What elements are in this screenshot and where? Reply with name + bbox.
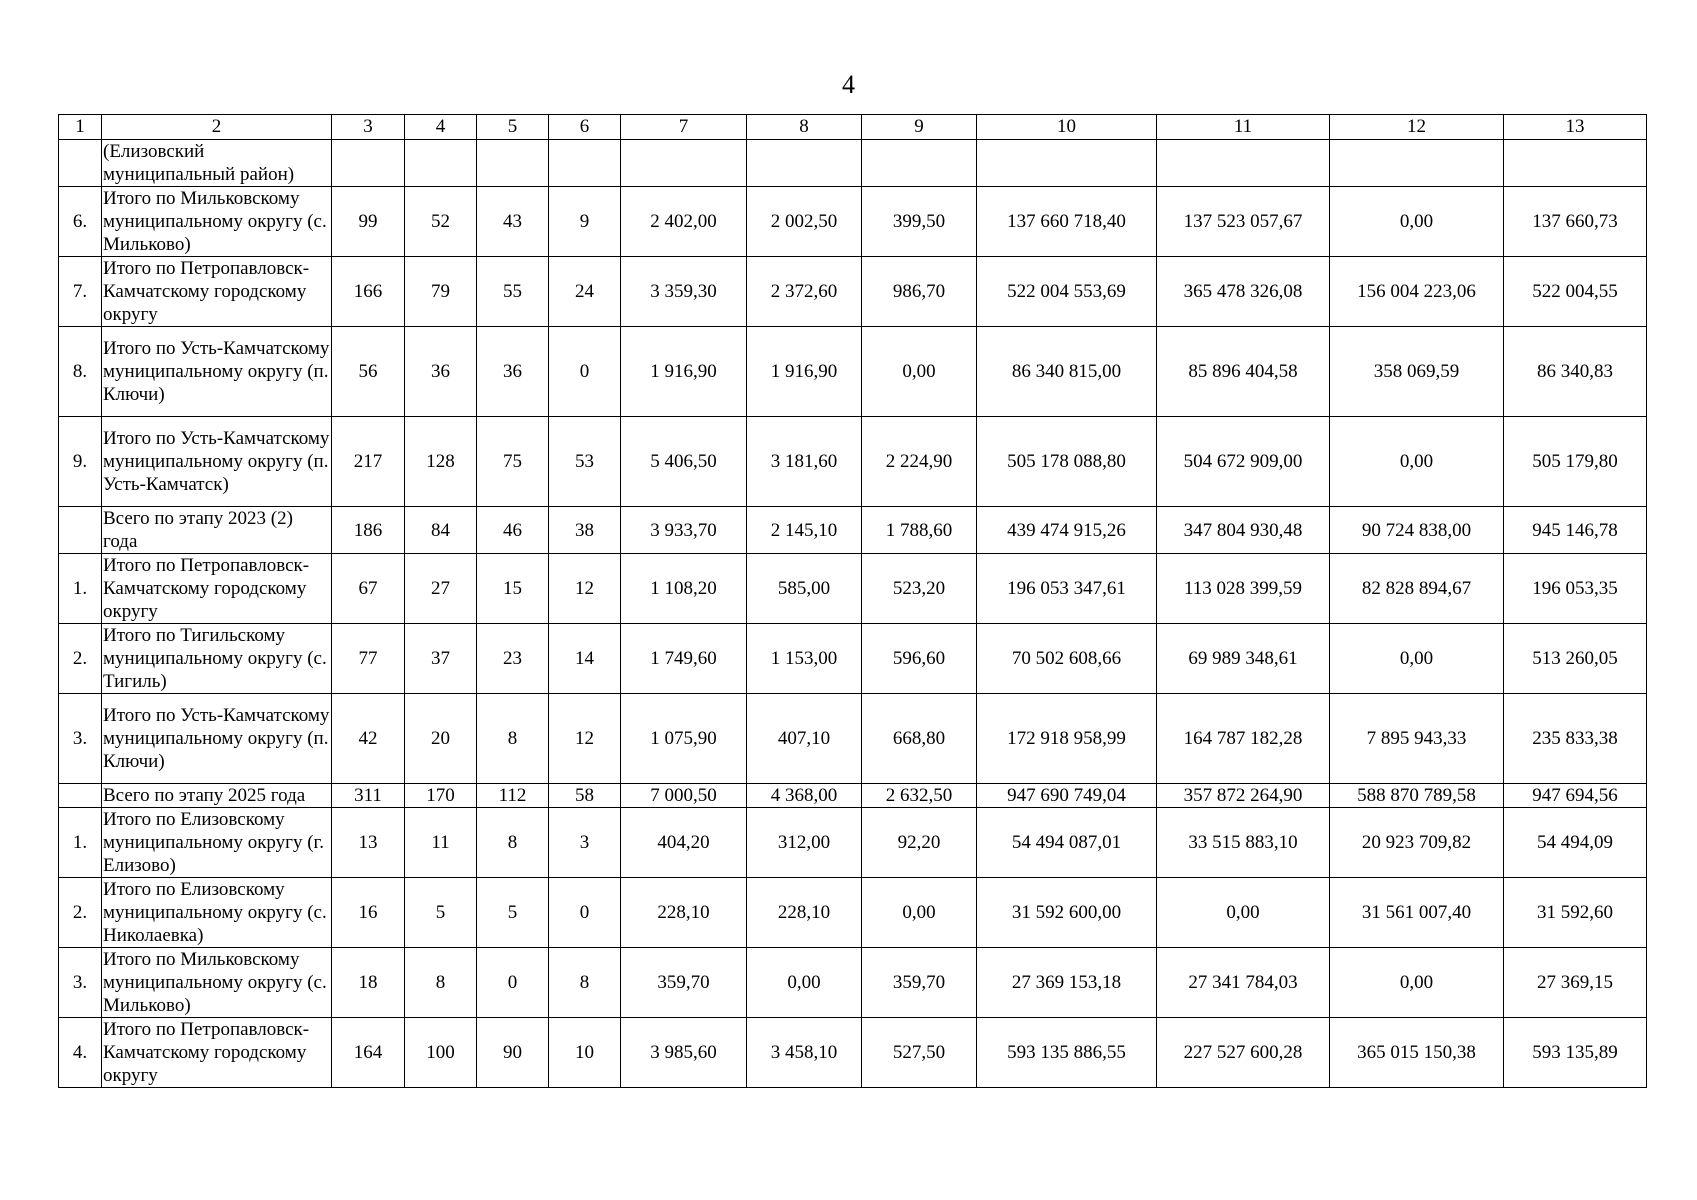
cell-col4: 52: [405, 187, 477, 257]
cell-col10: 54 494 087,01: [977, 808, 1157, 878]
column-header: 13: [1504, 115, 1647, 140]
cell-col5: 5: [477, 878, 549, 948]
cell-col11: 227 527 600,28: [1157, 1018, 1330, 1088]
cell-col5: [477, 140, 549, 187]
cell-col3: 56: [332, 327, 405, 417]
row-number: 2.: [59, 624, 102, 694]
cell-col11: 113 028 399,59: [1157, 554, 1330, 624]
row-number: 4.: [59, 1018, 102, 1088]
cell-col12: 588 870 789,58: [1330, 784, 1504, 808]
cell-col10: 522 004 553,69: [977, 257, 1157, 327]
cell-col3: 18: [332, 948, 405, 1018]
column-header: 6: [549, 115, 621, 140]
cell-col10: 172 918 958,99: [977, 694, 1157, 784]
cell-col13: [1504, 140, 1647, 187]
cell-col13: 196 053,35: [1504, 554, 1647, 624]
cell-col10: 137 660 718,40: [977, 187, 1157, 257]
row-name: Итого по Елизовскому муниципальному округу (с. Николаевка): [102, 878, 332, 948]
cell-col13: 235 833,38: [1504, 694, 1647, 784]
cell-col8: 1 916,90: [747, 327, 862, 417]
cell-col13: 513 260,05: [1504, 624, 1647, 694]
cell-col6: 53: [549, 417, 621, 507]
cell-col10: 27 369 153,18: [977, 948, 1157, 1018]
cell-col3: 13: [332, 808, 405, 878]
cell-col8: [747, 140, 862, 187]
row-name: Итого по Усть-Камчатскому муниципальному округу (п. Усть-Камчатск): [102, 417, 332, 507]
cell-col9: 0,00: [862, 327, 977, 417]
cell-col4: 37: [405, 624, 477, 694]
cell-col5: 90: [477, 1018, 549, 1088]
cell-col6: 58: [549, 784, 621, 808]
table-row: [59, 948, 1647, 1018]
cell-col9: 668,80: [862, 694, 977, 784]
cell-col3: 16: [332, 878, 405, 948]
row-number: 9.: [59, 417, 102, 507]
table-row: [59, 784, 1647, 808]
cell-col11: 85 896 404,58: [1157, 327, 1330, 417]
cell-col6: 9: [549, 187, 621, 257]
cell-col12: 365 015 150,38: [1330, 1018, 1504, 1088]
cell-col9: 596,60: [862, 624, 977, 694]
cell-col7: 359,70: [621, 948, 747, 1018]
row-number: 3.: [59, 948, 102, 1018]
cell-col8: 3 181,60: [747, 417, 862, 507]
cell-col3: 166: [332, 257, 405, 327]
cell-col5: 55: [477, 257, 549, 327]
cell-col9: 1 788,60: [862, 507, 977, 554]
cell-col4: 20: [405, 694, 477, 784]
cell-col5: 46: [477, 507, 549, 554]
row-name: Всего по этапу 2025 года: [102, 784, 332, 808]
row-name: Итого по Усть-Камчатскому муниципальному округу (п. Ключи): [102, 694, 332, 784]
cell-col4: 79: [405, 257, 477, 327]
cell-col8: 2 372,60: [747, 257, 862, 327]
column-header: 2: [102, 115, 332, 140]
cell-col3: 99: [332, 187, 405, 257]
cell-col11: 504 672 909,00: [1157, 417, 1330, 507]
cell-col3: 217: [332, 417, 405, 507]
row-name: Итого по Мильковскому муниципальному округу (с. Мильково): [102, 948, 332, 1018]
cell-col7: 2 402,00: [621, 187, 747, 257]
cell-col7: 5 406,50: [621, 417, 747, 507]
row-number: [59, 507, 102, 554]
cell-col11: 27 341 784,03: [1157, 948, 1330, 1018]
cell-col10: 505 178 088,80: [977, 417, 1157, 507]
cell-col6: 10: [549, 1018, 621, 1088]
header-row: [59, 115, 1647, 140]
cell-col5: 36: [477, 327, 549, 417]
row-number: 1.: [59, 808, 102, 878]
cell-col10: 439 474 915,26: [977, 507, 1157, 554]
column-header: 12: [1330, 115, 1504, 140]
cell-col6: 0: [549, 878, 621, 948]
cell-col8: 4 368,00: [747, 784, 862, 808]
cell-col7: 404,20: [621, 808, 747, 878]
table-row: [59, 327, 1647, 417]
cell-col12: 0,00: [1330, 948, 1504, 1018]
cell-col13: 54 494,09: [1504, 808, 1647, 878]
cell-col8: 2 145,10: [747, 507, 862, 554]
cell-col11: [1157, 140, 1330, 187]
cell-col10: 947 690 749,04: [977, 784, 1157, 808]
cell-col13: 947 694,56: [1504, 784, 1647, 808]
column-header: 10: [977, 115, 1157, 140]
cell-col8: 585,00: [747, 554, 862, 624]
cell-col5: 15: [477, 554, 549, 624]
cell-col8: 1 153,00: [747, 624, 862, 694]
cell-col12: 31 561 007,40: [1330, 878, 1504, 948]
row-number: [59, 784, 102, 808]
cell-col6: 14: [549, 624, 621, 694]
cell-col7: 228,10: [621, 878, 747, 948]
cell-col8: 407,10: [747, 694, 862, 784]
data-table: [58, 114, 1647, 1088]
row-number: 2.: [59, 878, 102, 948]
cell-col7: 1 075,90: [621, 694, 747, 784]
cell-col8: 3 458,10: [747, 1018, 862, 1088]
row-number: [59, 140, 102, 187]
cell-col13: 137 660,73: [1504, 187, 1647, 257]
cell-col11: 357 872 264,90: [1157, 784, 1330, 808]
cell-col4: 11: [405, 808, 477, 878]
cell-col10: 86 340 815,00: [977, 327, 1157, 417]
page-number: 4: [842, 70, 855, 99]
table-row: [59, 554, 1647, 624]
row-name: Всего по этапу 2023 (2) года: [102, 507, 332, 554]
table-row: [59, 624, 1647, 694]
cell-col10: 196 053 347,61: [977, 554, 1157, 624]
row-number: 1.: [59, 554, 102, 624]
column-header: 8: [747, 115, 862, 140]
column-header: 5: [477, 115, 549, 140]
cell-col11: 365 478 326,08: [1157, 257, 1330, 327]
cell-col13: 505 179,80: [1504, 417, 1647, 507]
row-number: 7.: [59, 257, 102, 327]
cell-col9: [862, 140, 977, 187]
cell-col12: 0,00: [1330, 187, 1504, 257]
row-name: Итого по Усть-Камчатскому муниципальному округу (п. Ключи): [102, 327, 332, 417]
row-number: 6.: [59, 187, 102, 257]
cell-col10: 70 502 608,66: [977, 624, 1157, 694]
cell-col4: 128: [405, 417, 477, 507]
cell-col6: 12: [549, 694, 621, 784]
cell-col6: [549, 140, 621, 187]
cell-col7: 7 000,50: [621, 784, 747, 808]
cell-col3: 42: [332, 694, 405, 784]
cell-col9: 2 224,90: [862, 417, 977, 507]
row-name: Итого по Тигильскому муниципальному округу (с. Тигиль): [102, 624, 332, 694]
cell-col8: 228,10: [747, 878, 862, 948]
cell-col5: 0: [477, 948, 549, 1018]
cell-col4: 100: [405, 1018, 477, 1088]
cell-col3: 186: [332, 507, 405, 554]
row-name: Итого по Мильковскому муниципальному округу (с. Мильково): [102, 187, 332, 257]
cell-col5: 112: [477, 784, 549, 808]
cell-col9: 527,50: [862, 1018, 977, 1088]
cell-col5: 23: [477, 624, 549, 694]
cell-col8: 0,00: [747, 948, 862, 1018]
cell-col9: 359,70: [862, 948, 977, 1018]
cell-col9: 523,20: [862, 554, 977, 624]
cell-col11: 0,00: [1157, 878, 1330, 948]
cell-col12: 0,00: [1330, 624, 1504, 694]
row-number: 3.: [59, 694, 102, 784]
cell-col8: 312,00: [747, 808, 862, 878]
cell-col13: 27 369,15: [1504, 948, 1647, 1018]
cell-col9: 0,00: [862, 878, 977, 948]
cell-col12: 90 724 838,00: [1330, 507, 1504, 554]
table-row: [59, 878, 1647, 948]
cell-col6: 8: [549, 948, 621, 1018]
cell-col3: 311: [332, 784, 405, 808]
row-name: Итого по Елизовскому муниципальному округу (г. Елизово): [102, 808, 332, 878]
cell-col7: [621, 140, 747, 187]
column-header: 3: [332, 115, 405, 140]
cell-col11: 69 989 348,61: [1157, 624, 1330, 694]
cell-col4: 5: [405, 878, 477, 948]
cell-col13: 522 004,55: [1504, 257, 1647, 327]
cell-col12: 7 895 943,33: [1330, 694, 1504, 784]
column-header: 4: [405, 115, 477, 140]
cell-col10: 593 135 886,55: [977, 1018, 1157, 1088]
cell-col7: 3 933,70: [621, 507, 747, 554]
row-number: 8.: [59, 327, 102, 417]
cell-col11: 164 787 182,28: [1157, 694, 1330, 784]
cell-col9: 986,70: [862, 257, 977, 327]
cell-col4: [405, 140, 477, 187]
cell-col12: 358 069,59: [1330, 327, 1504, 417]
cell-col7: 1 916,90: [621, 327, 747, 417]
cell-col11: 347 804 930,48: [1157, 507, 1330, 554]
cell-col7: 3 985,60: [621, 1018, 747, 1088]
column-header: 9: [862, 115, 977, 140]
column-header: 1: [59, 115, 102, 140]
cell-col4: 8: [405, 948, 477, 1018]
cell-col8: 2 002,50: [747, 187, 862, 257]
cell-col11: 33 515 883,10: [1157, 808, 1330, 878]
cell-col9: 2 632,50: [862, 784, 977, 808]
cell-col6: 38: [549, 507, 621, 554]
cell-col4: 84: [405, 507, 477, 554]
cell-col9: 399,50: [862, 187, 977, 257]
cell-col12: 0,00: [1330, 417, 1504, 507]
table-row: [59, 417, 1647, 507]
column-header: 7: [621, 115, 747, 140]
cell-col12: 156 004 223,06: [1330, 257, 1504, 327]
cell-col13: 945 146,78: [1504, 507, 1647, 554]
table-row: [59, 1018, 1647, 1088]
cell-col5: 43: [477, 187, 549, 257]
cell-col6: 3: [549, 808, 621, 878]
cell-col6: 0: [549, 327, 621, 417]
cell-col6: 24: [549, 257, 621, 327]
cell-col4: 36: [405, 327, 477, 417]
cell-col7: 3 359,30: [621, 257, 747, 327]
cell-col12: [1330, 140, 1504, 187]
cell-col12: 20 923 709,82: [1330, 808, 1504, 878]
table-row: [59, 507, 1647, 554]
cell-col10: [977, 140, 1157, 187]
table-row: [59, 257, 1647, 327]
cell-col5: 75: [477, 417, 549, 507]
cell-col3: 77: [332, 624, 405, 694]
row-name: Итого по Петропавловск-Камчатскому городскому округу: [102, 554, 332, 624]
table-row: [59, 808, 1647, 878]
table-row: [59, 187, 1647, 257]
cell-col11: 137 523 057,67: [1157, 187, 1330, 257]
column-header: 11: [1157, 115, 1330, 140]
cell-col6: 12: [549, 554, 621, 624]
row-name: (Елизовский муниципальный район): [102, 140, 332, 187]
cell-col12: 82 828 894,67: [1330, 554, 1504, 624]
cell-col3: 164: [332, 1018, 405, 1088]
cell-col5: 8: [477, 808, 549, 878]
table-row: [59, 694, 1647, 784]
row-name: Итого по Петропавловск-Камчатскому городскому округу: [102, 1018, 332, 1088]
cell-col7: 1 108,20: [621, 554, 747, 624]
cell-col7: 1 749,60: [621, 624, 747, 694]
row-name: Итого по Петропавловск-Камчатскому городскому округу: [102, 257, 332, 327]
cell-col3: 67: [332, 554, 405, 624]
cell-col4: 27: [405, 554, 477, 624]
cell-col9: 92,20: [862, 808, 977, 878]
cell-col3: [332, 140, 405, 187]
cell-col10: 31 592 600,00: [977, 878, 1157, 948]
cell-col13: 86 340,83: [1504, 327, 1647, 417]
cell-col13: 593 135,89: [1504, 1018, 1647, 1088]
cell-col13: 31 592,60: [1504, 878, 1647, 948]
cell-col5: 8: [477, 694, 549, 784]
cell-col4: 170: [405, 784, 477, 808]
table-row: [59, 140, 1647, 187]
